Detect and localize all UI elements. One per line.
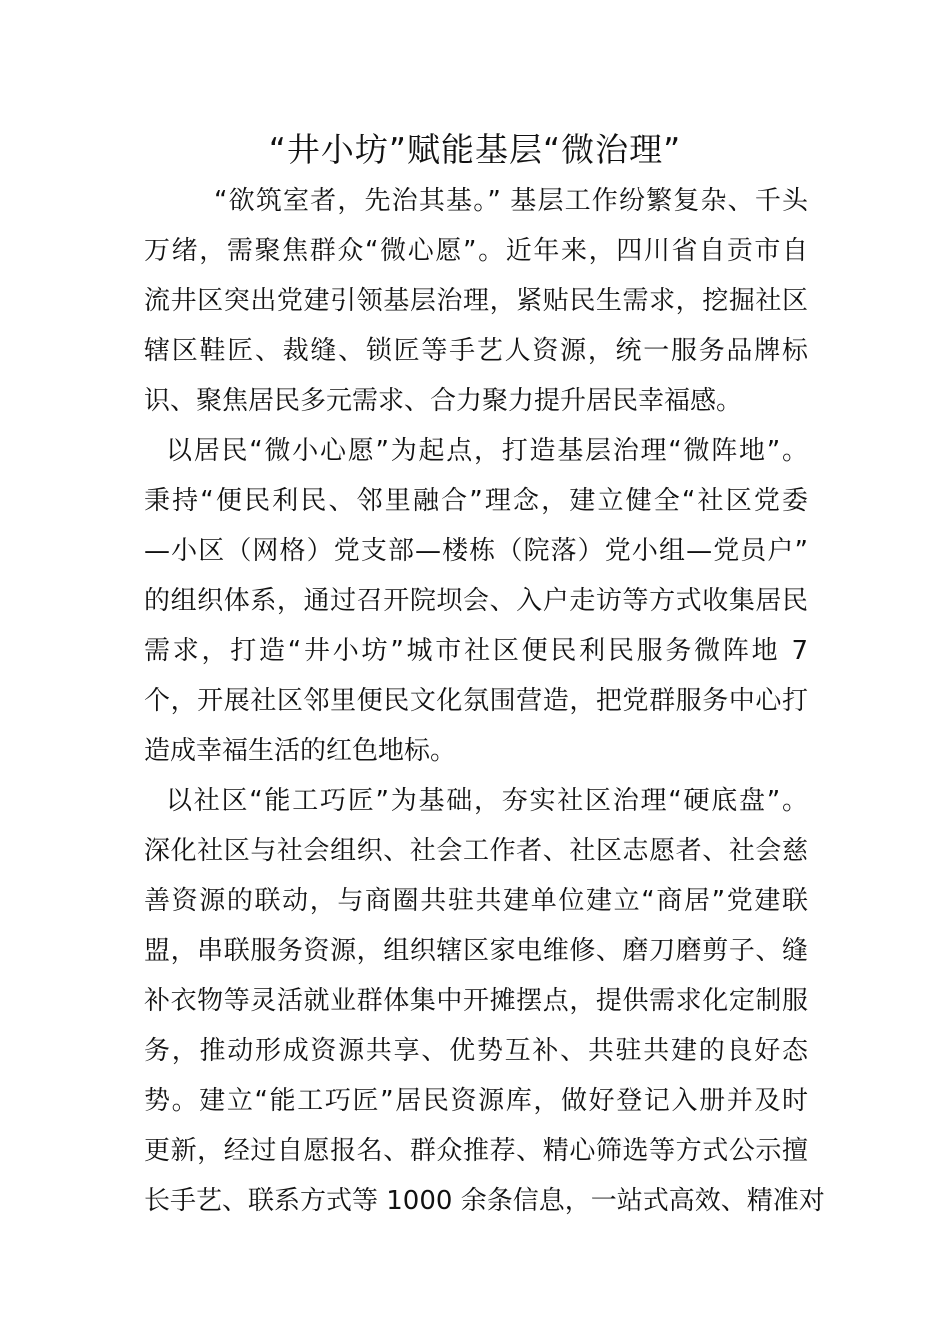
paragraph-line: 势。建立“能工巧匠”居民资源库，做好登记入册并及时 [144, 1086, 808, 1116]
paragraph-line: 补衣物等灵活就业群体集中开摊摆点，提供需求化定制服 [144, 986, 808, 1016]
paragraph-line: 流井区突出党建引领基层治理，紧贴民生需求，挖掘社区 [144, 286, 808, 316]
paragraph-line: 万绪，需聚焦群众“微心愿”。近年来，四川省自贡市自 [144, 236, 808, 266]
document-title: “井小坊”赋能基层“微治理” [268, 130, 682, 169]
paragraph-line: 个，开展社区邻里便民文化氛围营造，把党群服务中心打 [144, 686, 808, 716]
paragraph-line: 深化社区与社会组织、社会工作者、社区志愿者、社会慈 [144, 836, 808, 866]
paragraph-line: —小区（网格）党支部—楼栋（院落）党小组—党员户” [144, 536, 808, 566]
paragraph-line: 以居民“微小心愿”为起点，打造基层治理“微阵地”。 [166, 436, 808, 466]
paragraph-line: 识、聚焦居民多元需求、合力聚力提升居民幸福感。 [144, 386, 743, 416]
paragraph-line: 长手艺、联系方式等 1000 余条信息，一站式高效、精准对 [144, 1186, 825, 1216]
paragraph-line: 需求，打造“井小坊”城市社区便民利民服务微阵地 7 [144, 636, 808, 666]
document-body [144, 176, 825, 1226]
paragraph-line: 辖区鞋匠、裁缝、锁匠等手艺人资源，统一服务品牌标 [144, 336, 808, 366]
paragraph-line: 造成幸福生活的红色地标。 [144, 736, 457, 766]
paragraph-line: 秉持“便民利民、邻里融合”理念，建立健全“社区党委 [144, 486, 808, 516]
paragraph-line: 以社区“能工巧匠”为基础，夯实社区治理“硬底盘”。 [166, 786, 808, 816]
paragraph-line: 更新，经过自愿报名、群众推荐、精心筛选等方式公示擅 [144, 1136, 808, 1166]
paragraph-line: 善资源的联动，与商圈共驻共建单位建立“商居”党建联 [144, 886, 808, 916]
paragraph-line: “欲筑室者，先治其基。” 基层工作纷繁复杂、千头 [214, 186, 808, 216]
paragraph-line: 盟，串联服务资源，组织辖区家电维修、磨刀磨剪子、缝 [144, 936, 808, 966]
paragraph-line: 的组织体系，通过召开院坝会、入户走访等方式收集居民 [144, 586, 808, 616]
paragraph-line: 务，推动形成资源共享、优势互补、共驻共建的良好态 [144, 1036, 808, 1066]
